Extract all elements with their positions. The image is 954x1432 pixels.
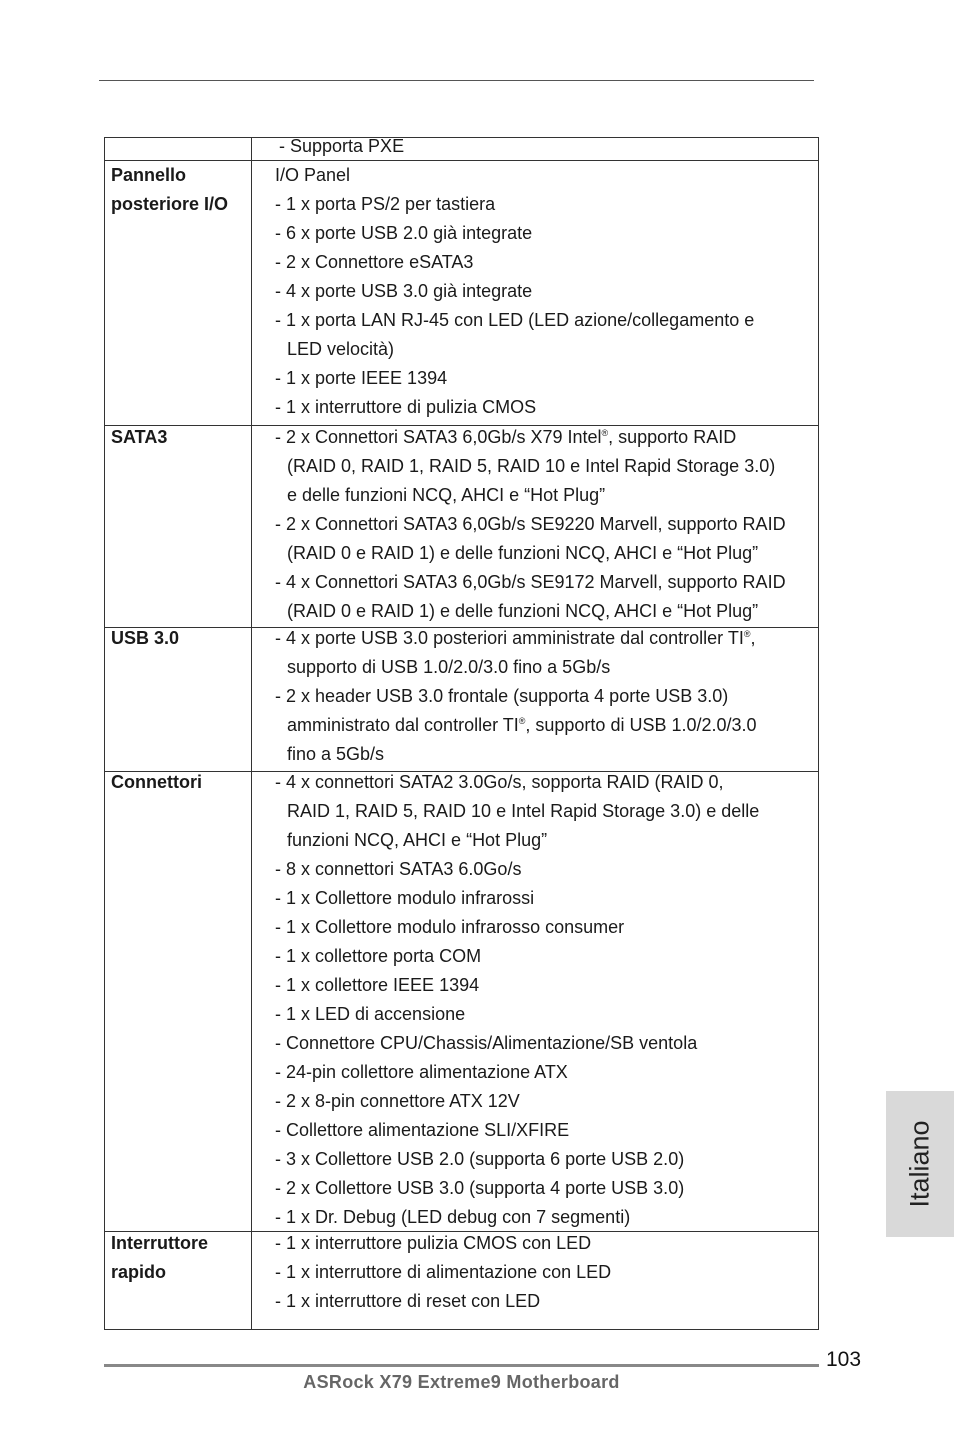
spec-line: supporto di USB 1.0/2.0/3.0 fino a 5Gb/s [287, 657, 611, 677]
spec-line: - 1 x collettore IEEE 1394 [275, 975, 480, 995]
spec-line: - 1 x Collettore modulo infrarosso consumer [275, 917, 625, 937]
spec-line: - 4 x Connettori SATA3 6,0Gb/s SE9172 Marvell, supporto RAID [275, 572, 786, 592]
row-content [275, 1229, 818, 1316]
row-content [275, 161, 818, 422]
footer-title: ASRock X79 Extreme9 Motherboard [303, 1372, 620, 1392]
spec-row-quick-switch [105, 1231, 818, 1329]
spec-table [104, 137, 819, 1330]
spec-row-rear-io [105, 160, 818, 425]
spec-line: fino a 5Gb/s [287, 744, 385, 764]
spec-line: - 1 x interruttore di reset con LED [275, 1291, 541, 1311]
spec-line: - 8 x connettori SATA3 6.0Go/s [275, 859, 522, 879]
row-label: SATA3 [111, 427, 168, 447]
spec-line: - 4 x connettori SATA2 3.0Go/s, sopporta RAID (RAID 0, [275, 772, 724, 792]
footer-rule [104, 1364, 819, 1367]
spec-line: I/O Panel [275, 165, 351, 185]
spec-line: - 2 x Connettori SATA3 6,0Gb/s SE9220 Marvell, supporto RAID [275, 514, 786, 534]
spec-row-sata3 [105, 425, 818, 627]
row-label: Pannello posteriore I/O [111, 165, 229, 214]
spec-line: - 1 x interruttore di alimentazione con LED [275, 1262, 612, 1282]
spec-row-connectors [105, 771, 818, 1231]
spec-line: - 1 x porte IEEE 1394 [275, 368, 448, 388]
spec-line: (RAID 0 e RAID 1) e delle funzioni NCQ, AHCI e “Hot Plug” [287, 543, 759, 563]
language-tab-label: Italiano [904, 1120, 935, 1208]
row-label: USB 3.0 [111, 628, 180, 648]
spec-line: RAID 1, RAID 5, RAID 10 e Intel Rapid Storage 3.0) e delle [287, 801, 760, 821]
spec-line: - 1 x collettore porta COM [275, 946, 482, 966]
spec-line: - 2 x Connettore eSATA3 [275, 252, 474, 272]
spec-line: - 1 x porta PS/2 per tastiera [275, 194, 496, 214]
spec-line: - 6 x porte USB 2.0 già integrate [275, 223, 533, 243]
spec-line: - Collettore alimentazione SLI/XFIRE [275, 1120, 570, 1140]
page-number: 103 [826, 1348, 862, 1371]
spec-line: - 1 x LED di accensione [275, 1004, 466, 1024]
spec-line: amministrato dal controller TI®, supporto di USB 1.0/2.0/3.0 [287, 715, 757, 735]
spec-line: - 1 x porta LAN RJ-45 con LED (LED azione/collegamento e [275, 310, 755, 330]
row-label: Interruttore rapido [111, 1233, 209, 1282]
spec-line: - Supporta PXE [279, 136, 405, 156]
language-side-tab [886, 1091, 954, 1237]
row-label: Connettori [111, 772, 202, 792]
spec-line: (RAID 0 e RAID 1) e delle funzioni NCQ, AHCI e “Hot Plug” [287, 601, 759, 621]
spec-line: funzioni NCQ, AHCI e “Hot Plug” [287, 830, 548, 850]
column-divider [251, 627, 252, 771]
spec-line: - 2 x Collettore USB 3.0 (supporta 4 porte USB 3.0) [275, 1178, 685, 1198]
column-divider [251, 1231, 252, 1329]
column-divider [251, 771, 252, 1231]
row-content [275, 423, 818, 626]
spec-line: - 1 x Collettore modulo infrarossi [275, 888, 535, 908]
spec-line: - Connettore CPU/Chassis/Alimentazione/SB ventola [275, 1033, 698, 1053]
column-divider [251, 160, 252, 425]
row-content [275, 768, 818, 1232]
spec-line: - 2 x Connettori SATA3 6,0Gb/s X79 Intel®, supporto RAID [275, 427, 737, 447]
column-divider [251, 138, 252, 160]
spec-line: - 3 x Collettore USB 2.0 (supporta 6 porte USB 2.0) [275, 1149, 685, 1169]
spec-line: - 1 x Dr. Debug (LED debug con 7 segmenti) [275, 1207, 631, 1227]
spec-line: - 1 x interruttore pulizia CMOS con LED [275, 1233, 592, 1253]
spec-line: e delle funzioni NCQ, AHCI e “Hot Plug” [287, 485, 606, 505]
spec-line: (RAID 0, RAID 1, RAID 5, RAID 10 e Intel Rapid Storage 3.0) [287, 456, 776, 476]
spec-line: - 4 x porte USB 3.0 già integrate [275, 281, 533, 301]
spec-line: - 2 x 8-pin connettore ATX 12V [275, 1091, 520, 1111]
spec-row-usb3 [105, 627, 818, 771]
spec-line: - 4 x porte USB 3.0 posteriori amministrate dal controller TI®, [275, 628, 756, 648]
top-rule [99, 80, 814, 81]
column-divider [251, 425, 252, 627]
row-content [275, 624, 818, 769]
spec-row-pxe [105, 138, 818, 160]
spec-line: - 2 x header USB 3.0 frontale (supporta 4 porte USB 3.0) [275, 686, 729, 706]
spec-line: - 1 x interruttore di pulizia CMOS [275, 397, 537, 417]
spec-line: - 24-pin collettore alimentazione ATX [275, 1062, 568, 1082]
spec-line: LED velocità) [287, 339, 395, 359]
